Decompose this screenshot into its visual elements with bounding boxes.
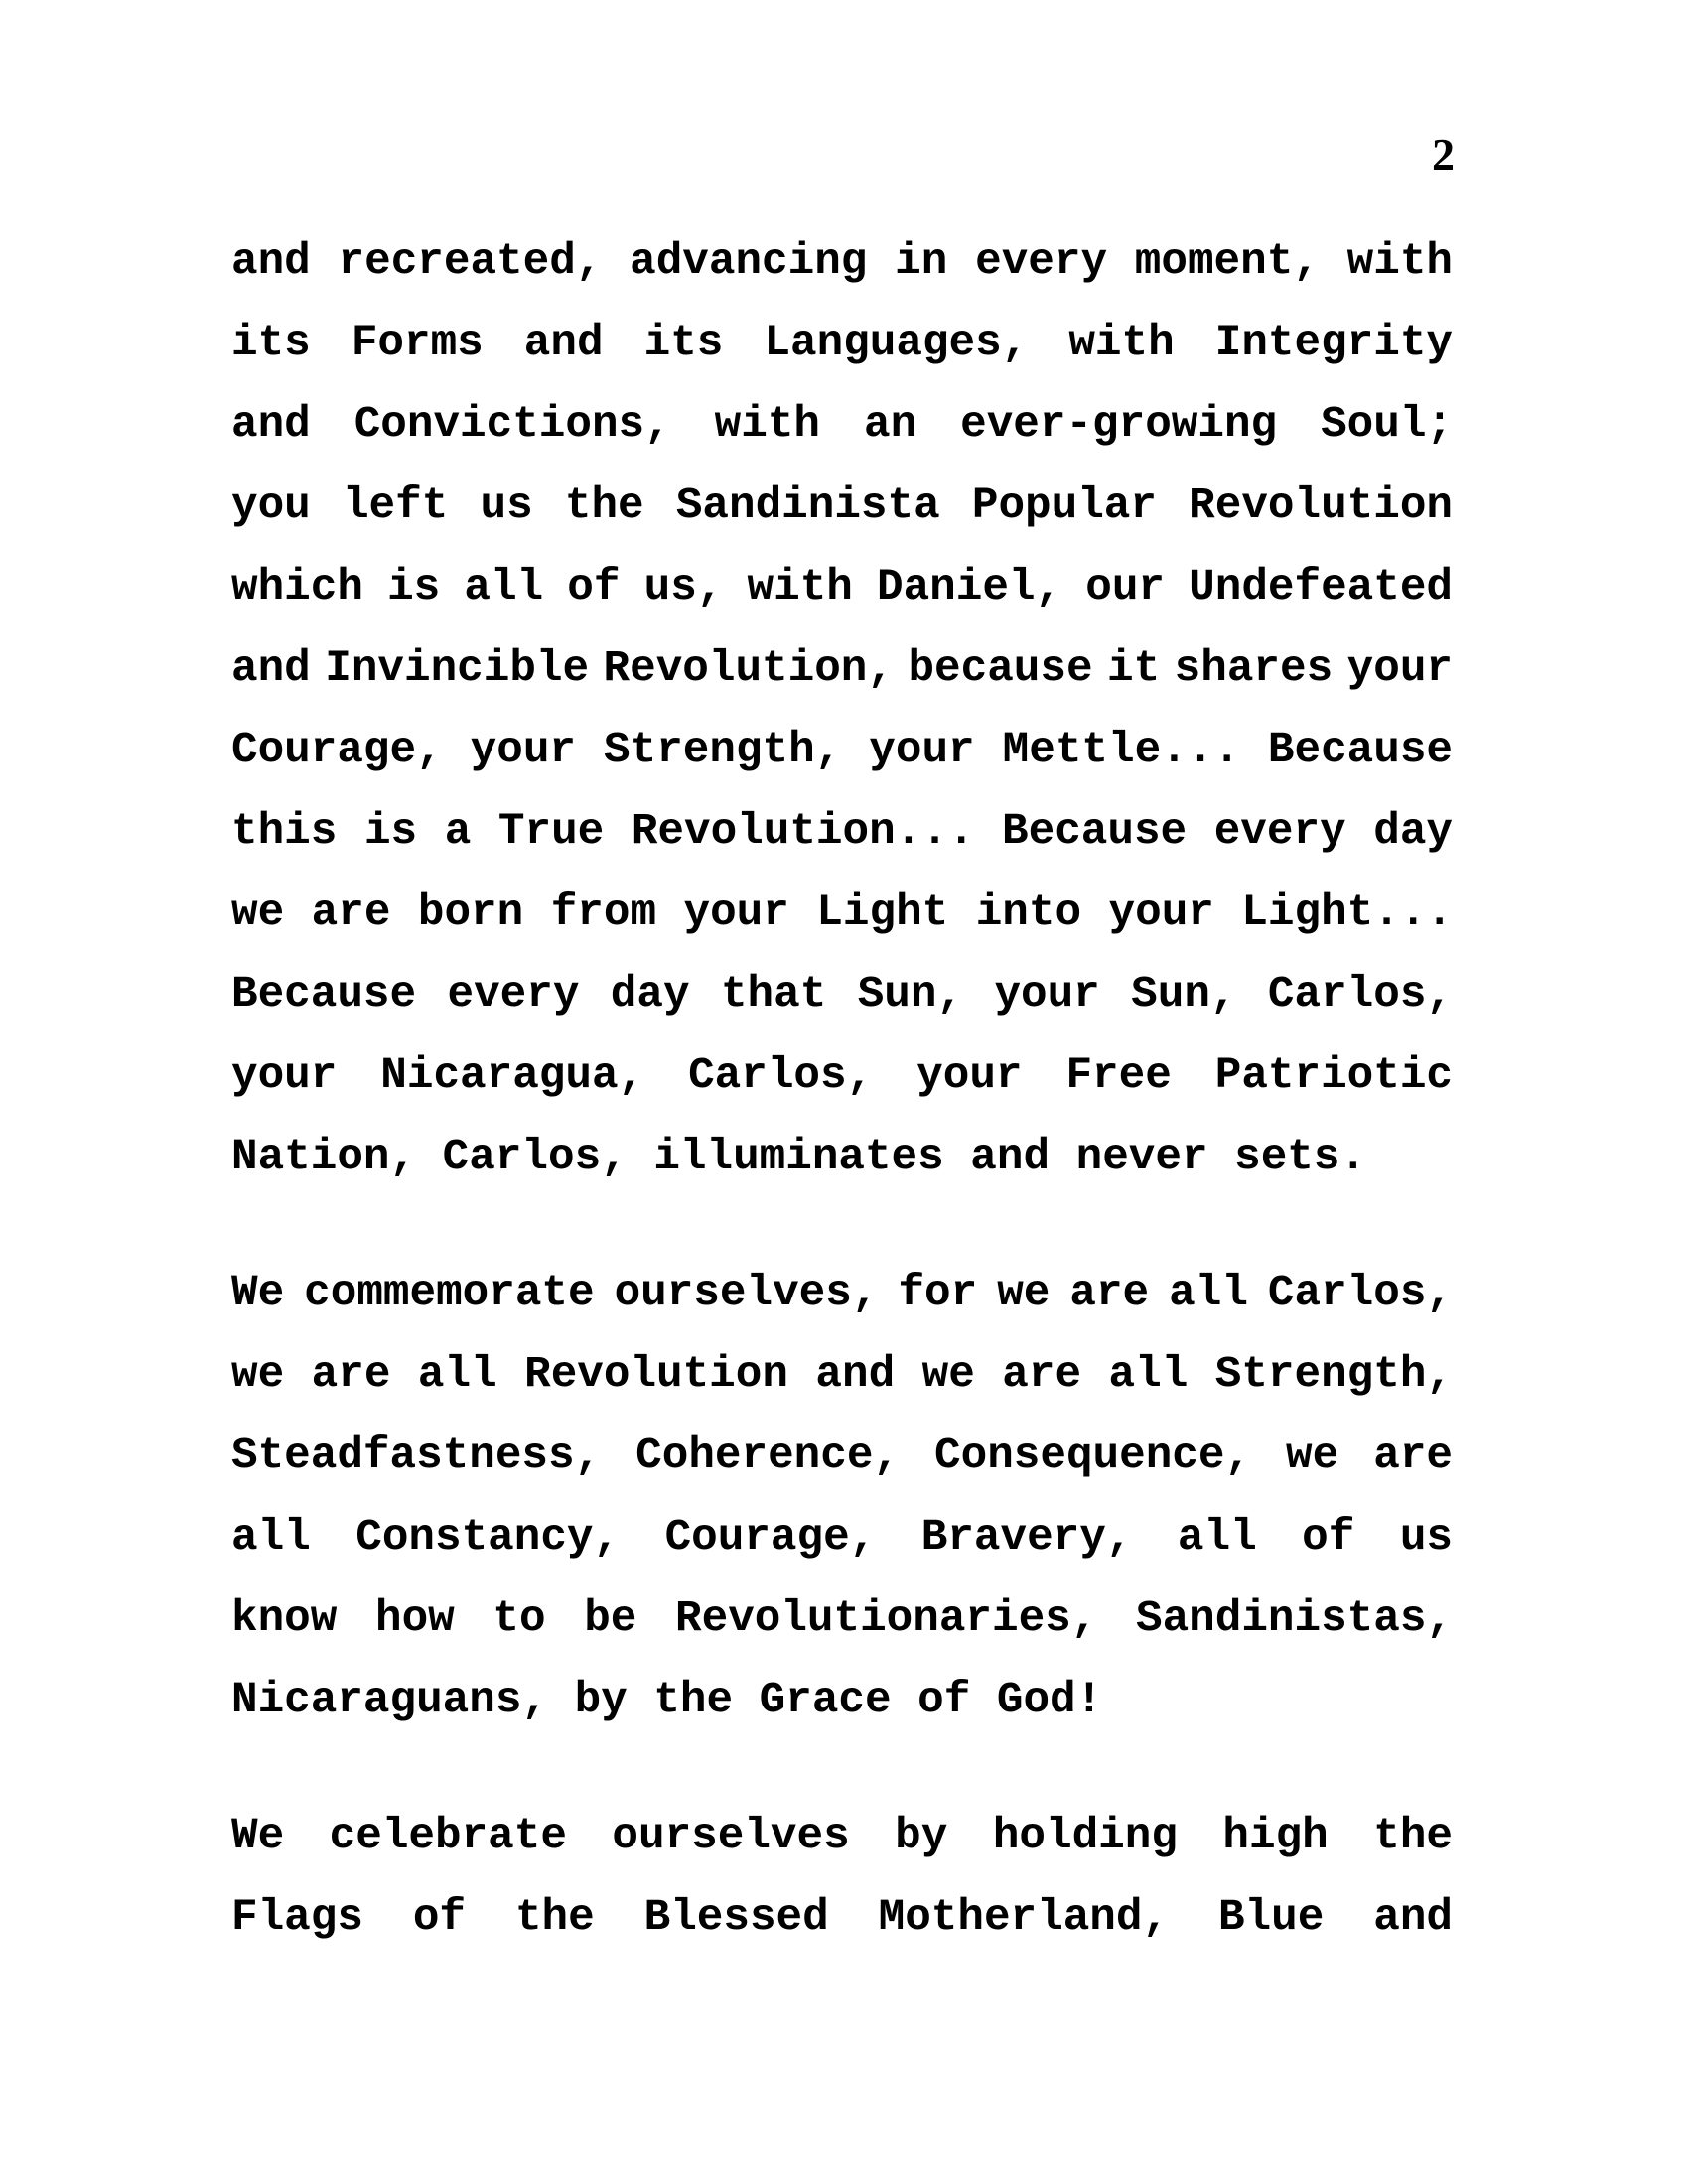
text-line: you left us the Sandinista Popular Revolution (231, 481, 1453, 531)
text-line: Courage, your Strength, your Mettle... Because (231, 726, 1453, 775)
text-line: your Nicaragua, Carlos, your Free Patriotic (231, 1051, 1453, 1101)
text-line: Nicaraguans, by the Grace of God! (231, 1676, 1103, 1725)
text-line: this is a True Revolution... Because every day (231, 807, 1453, 857)
text-line: and Invincible Revolution, because it shares your (231, 644, 1453, 694)
text-line: Flags of the Blessed Motherland, Blue and (231, 1893, 1453, 1943)
text-line: all Constancy, Courage, Bravery, all of us (231, 1513, 1453, 1563)
text-line: we are born from your Light into your Light... (231, 888, 1453, 938)
document-body (231, 221, 1453, 2013)
text-line: we are all Revolution and we are all Strength, (231, 1350, 1453, 1400)
text-line: We commemorate ourselves, for we are all Carlos, (231, 1269, 1453, 1318)
text-line: We celebrate ourselves by holding high the (231, 1812, 1453, 1861)
text-line: Steadfastness, Coherence, Consequence, we are (231, 1432, 1453, 1481)
text-line: Nation, Carlos, illuminates and never sets. (231, 1133, 1367, 1182)
text-line: Because every day that Sun, your Sun, Carlos, (231, 970, 1453, 1020)
text-line: and recreated, advancing in every moment, with (231, 237, 1453, 287)
text-line: which is all of us, with Daniel, our Undefeated (231, 563, 1453, 613)
page-number: 2 (1432, 129, 1455, 180)
text-line: know how to be Revolutionaries, Sandinistas, (231, 1594, 1453, 1644)
text-line: its Forms and its Languages, with Integrity (231, 319, 1453, 368)
paragraph (231, 221, 1453, 1198)
paragraph (231, 1253, 1453, 1741)
text-line: and Convictions, with an ever-growing Soul; (231, 400, 1453, 450)
paragraph (231, 1796, 1453, 1959)
